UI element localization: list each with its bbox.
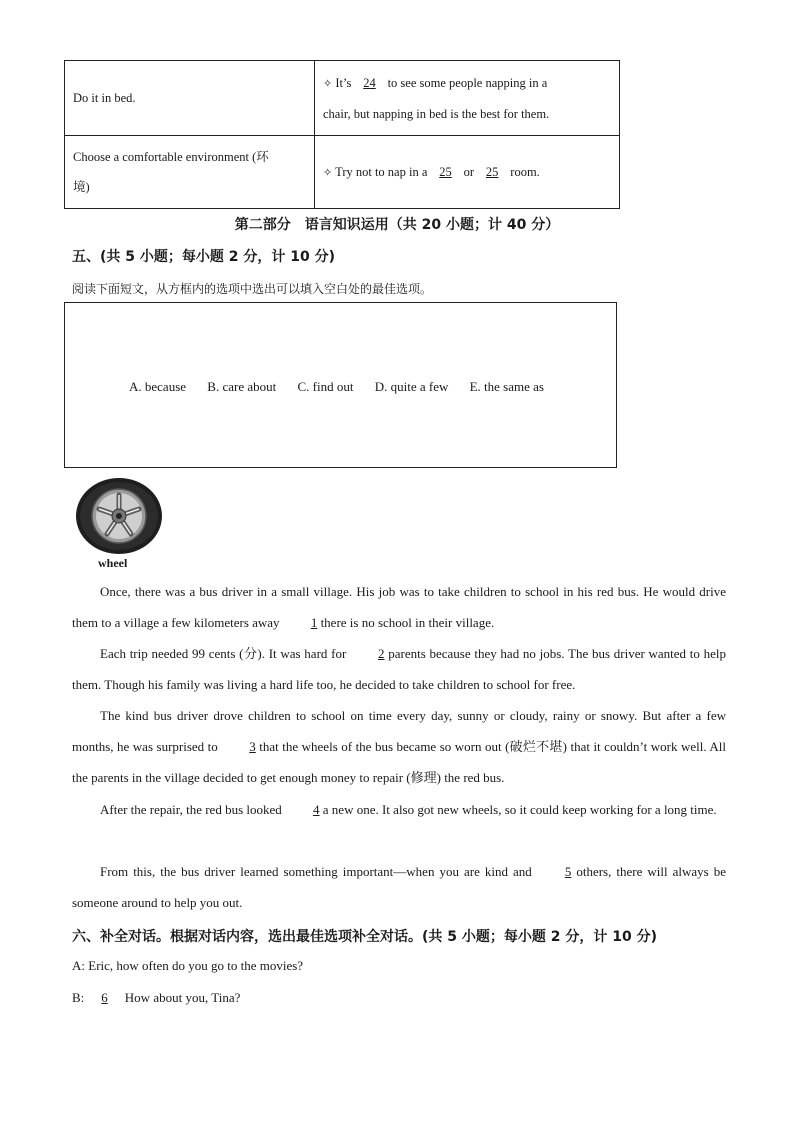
blank-4: 4 [313,802,320,817]
star-icon: ✧ [323,76,333,90]
passage-paragraph-5: From this, the bus driver learned something important—when you are kind and 5 others, there will always be someone around to help you out. [72,856,726,918]
dialog-line-a: A: Eric, how often do you go to the movies? [72,958,304,973]
section6-heading: 六、补全对话。根据对话内容，选出最佳选项补全对话。(共 5 小题；每小题 2 分，计 10 分) [72,929,658,945]
blank-3: 3 [249,739,256,754]
option-c: C. find out [297,379,354,394]
blank-1: 1 [310,615,318,630]
option-d: D. quite a few [374,379,449,394]
option-e: E. the same as [469,379,544,394]
blank-5: 5 [564,864,572,879]
passage-paragraph-4: After the repair, the red bus looked 4 a new one. It also got new wheels, so it could keep working for a long time. [72,794,726,825]
table-cell-right: ✧ Try not to nap in a 25 or 25 room. [315,136,620,209]
dialog-line-b: B: 6 How about you, Tina? [72,990,241,1005]
tips-table [64,60,620,209]
section5-heading: 五、(共 5 小题；每小题 2 分，计 10 分) [72,249,336,265]
table-row [65,136,620,209]
table-cell-left: Choose a comfortable environment (环 境) [65,136,315,209]
passage-paragraph-3: The kind bus driver drove children to school on time every day, sunny or cloudy, rainy or snowy. But after a few months, he was surprised to 3 that the wheels of the bus became so worn out (破烂不堪) that it couldn’t work well. All the parents in the village decided to get enough money to repair (修理) the red bus. [72,708,726,785]
option-b: B. care about [207,379,277,394]
blank-24: 24 [363,75,376,90]
table-cell-left: Do it in bed. [65,61,315,136]
passage-paragraph-1: Once, there was a bus driver in a small village. His job was to take children to school in his red bus. He would drive them to a village a few kilometers away 1 there is no school in their village. [72,576,726,638]
star-icon: ✧ [323,165,333,179]
option-a: A. because [129,379,187,394]
options-box [64,302,617,468]
blank-25a: 25 [439,164,452,179]
table-row [65,61,620,136]
part2-heading: 第二部分 语言知识运用（共 20 小题；计 40 分） [234,217,560,233]
passage-paragraph-2: Each trip needed 99 cents (分). It was hard for 2 parents because they had no jobs. The bus driver wanted to help them. Though his family was living a hard life too, he decided to take children to school for free. [72,638,726,700]
blank-25b: 25 [485,164,499,179]
blank-6: 6 [101,990,108,1005]
options-list [129,379,562,395]
blank-2: 2 [378,646,385,661]
wheel-caption: wheel [98,556,128,570]
section5-instruction: 阅读下面短文，从方框内的选项中选出可以填入空白处的最佳选项。 [72,282,433,296]
table-cell-right: ✧ It’s 24 to see some people napping in a chair, but napping in bed is the best for them. [315,61,620,136]
wheel-icon [74,476,164,561]
